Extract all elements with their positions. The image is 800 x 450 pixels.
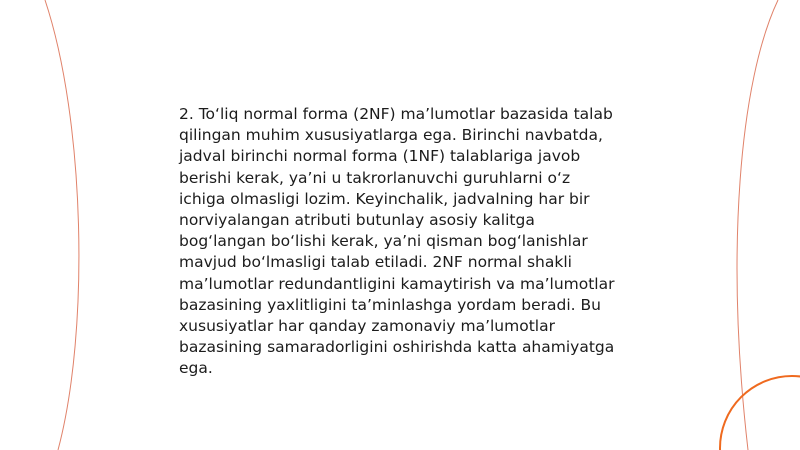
- corner-circle: [720, 376, 800, 450]
- right-arc: [737, 0, 778, 450]
- left-arc: [45, 0, 79, 450]
- slide-paragraph: 2. To‘liq normal forma (2NF) ma’lumotlar bazasida talab qilingan muhim xususiyatlarga ega. Birinchi navbatda, jadval birinchi normal forma (1NF) talablariga javob berishi kerak, ya’ni u takrorlanuvchi guruhlarni o‘z ichiga olmasligi lozim. Keyinchalik, jadvalning har bir norviyalangan atributi butunlay asosiy kalitga bog‘langan bo‘lishi kerak, ya’ni qisman bog‘lanishlar mavjud bo‘lmasligi talab etiladi. 2NF normal shakli ma’lumotlar redundantligini kamaytirish va ma’lumotlar bazasining yaxlitligini ta’minlashga yordam beradi. Bu xususiyatlar har qanday zamonaviy ma’lumotlar bazasining samaradorligini oshirishda katta ahamiyatga ega.: [179, 105, 615, 378]
